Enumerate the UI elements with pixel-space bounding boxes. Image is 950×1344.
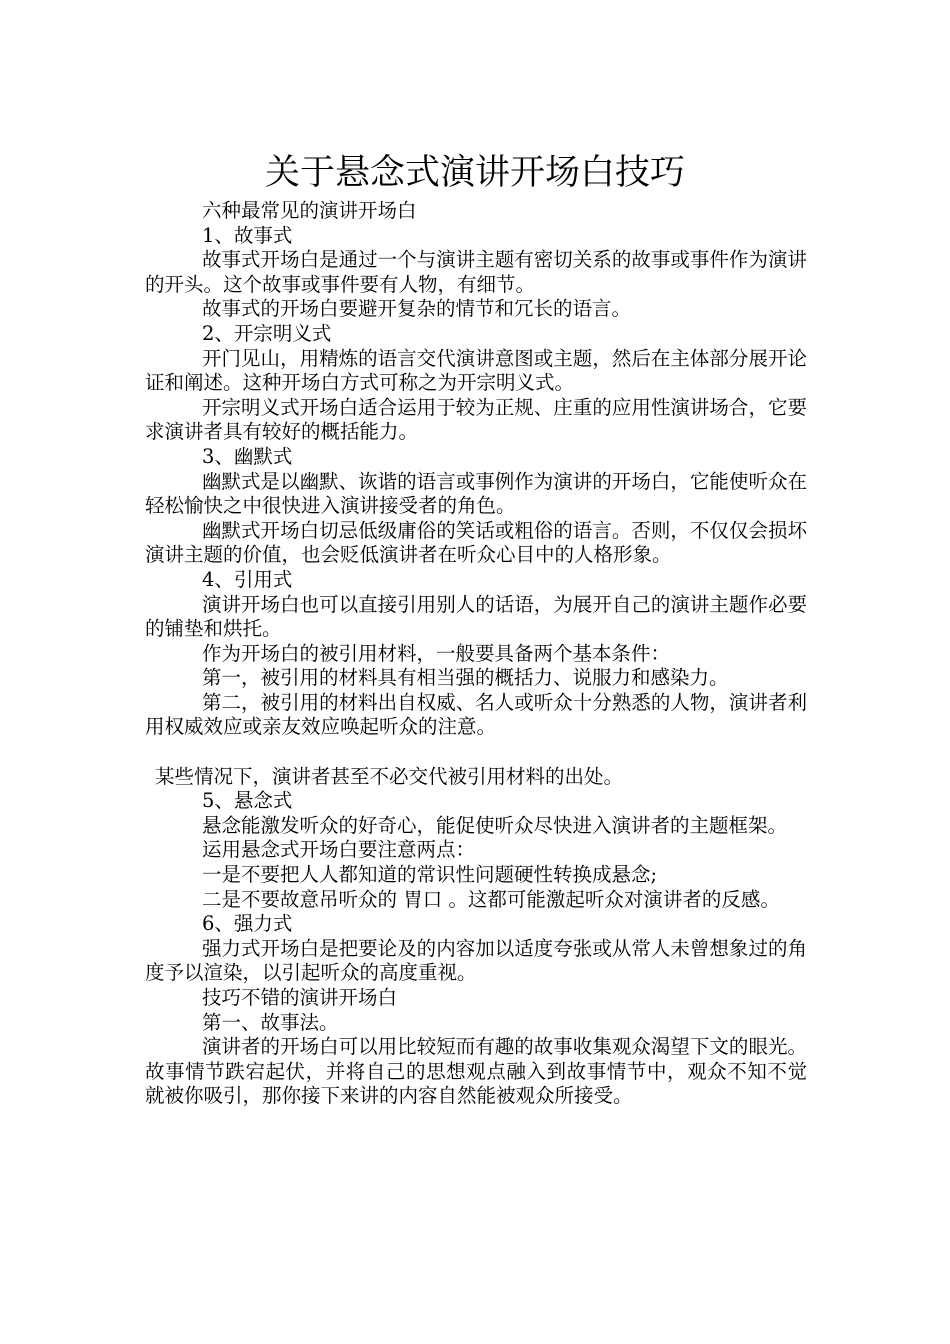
paragraph: 六种最常见的演讲开场白 bbox=[202, 199, 417, 222]
paragraph: 演讲开场白也可以直接引用别人的话语，为展开自己的演讲主题作必要的铺垫和烘托。 bbox=[145, 592, 807, 641]
section-heading: 技巧不错的演讲开场白 bbox=[202, 986, 398, 1009]
paragraph: 第一、故事法。 bbox=[202, 1010, 339, 1034]
paragraph: 运用悬念式开场白要注意两点： bbox=[202, 838, 476, 862]
blank-line bbox=[145, 740, 807, 765]
paragraph: 开门见山，用精炼的语言交代演讲意图或主题，然后在主体部分展开论证和阐述。这种开场白方式可称之为开宗明义式。 bbox=[145, 346, 807, 395]
paragraph: 第二，被引用的材料出自权威、名人或听众十分熟悉的人物，演讲者利用权威效应或亲友效应唤起听众的注意。 bbox=[145, 690, 807, 739]
document-body bbox=[145, 199, 807, 1109]
paragraph: 作为开场白的被引用材料，一般要具备两个基本条件： bbox=[202, 641, 671, 665]
paragraph: 一是不要把人人都知道的常识性问题硬性转换成悬念; bbox=[202, 863, 658, 887]
paragraph: 故事式的开场白要避开复杂的情节和冗长的语言。 bbox=[202, 297, 632, 321]
section-heading: 1、故事式 bbox=[202, 223, 293, 247]
paragraph: 第一，被引用的材料具有相当强的概括力、说服力和感染力。 bbox=[202, 666, 729, 690]
paragraph: 强力式开场白是把要论及的内容加以适度夸张或从常人未曾想象过的角度予以渲染，以引起听众的高度重视。 bbox=[145, 936, 807, 985]
section-heading: 6、强力式 bbox=[202, 912, 293, 936]
document-title: 关于悬念式演讲开场白技巧 bbox=[264, 153, 685, 194]
section-heading: 2、开宗明义式 bbox=[202, 321, 332, 345]
section-heading: 5、悬念式 bbox=[202, 789, 293, 813]
paragraph: 故事式开场白是通过一个与演讲主题有密切关系的故事或事件作为演讲的开头。这个故事或事件要有人物，有细节。 bbox=[145, 248, 807, 296]
paragraph: 开宗明义式开场白适合运用于较为正规、庄重的应用性演讲场合，它要求演讲者具有较好的概括能力。 bbox=[145, 395, 807, 444]
paragraph: 悬念能激发听众的好奇心，能促使听众尽快进入演讲者的主题框架。 bbox=[202, 813, 788, 837]
paragraph: 二是不要故意吊听众的 胃口 。这都可能激起听众对演讲者的反感。 bbox=[202, 887, 780, 911]
section-heading: 4、引用式 bbox=[202, 567, 293, 591]
paragraph: 幽默式开场白切忌低级庸俗的笑话或粗俗的语言。否则，不仅仅会损坏演讲主题的价值，也会贬低演讲者在听众心目中的人格形象。 bbox=[145, 518, 807, 567]
paragraph: 幽默式是以幽默、诙谐的语言或事例作为演讲的开场白，它能使听众在轻松愉快之中很快进入演讲接受者的角色。 bbox=[145, 469, 807, 518]
paragraph: 演讲者的开场白可以用比较短而有趣的故事收集观众渴望下文的眼光。故事情节跌宕起伏，并将自己的思想观点融入到故事情节中，观众不知不觉就被你吸引，那你接下来讲的内容自然能被观众所接受。 bbox=[145, 1035, 807, 1108]
paragraph: 某些情况下，演讲者甚至不必交代被引用材料的出处。 bbox=[155, 764, 624, 788]
section-heading: 3、幽默式 bbox=[202, 444, 293, 468]
